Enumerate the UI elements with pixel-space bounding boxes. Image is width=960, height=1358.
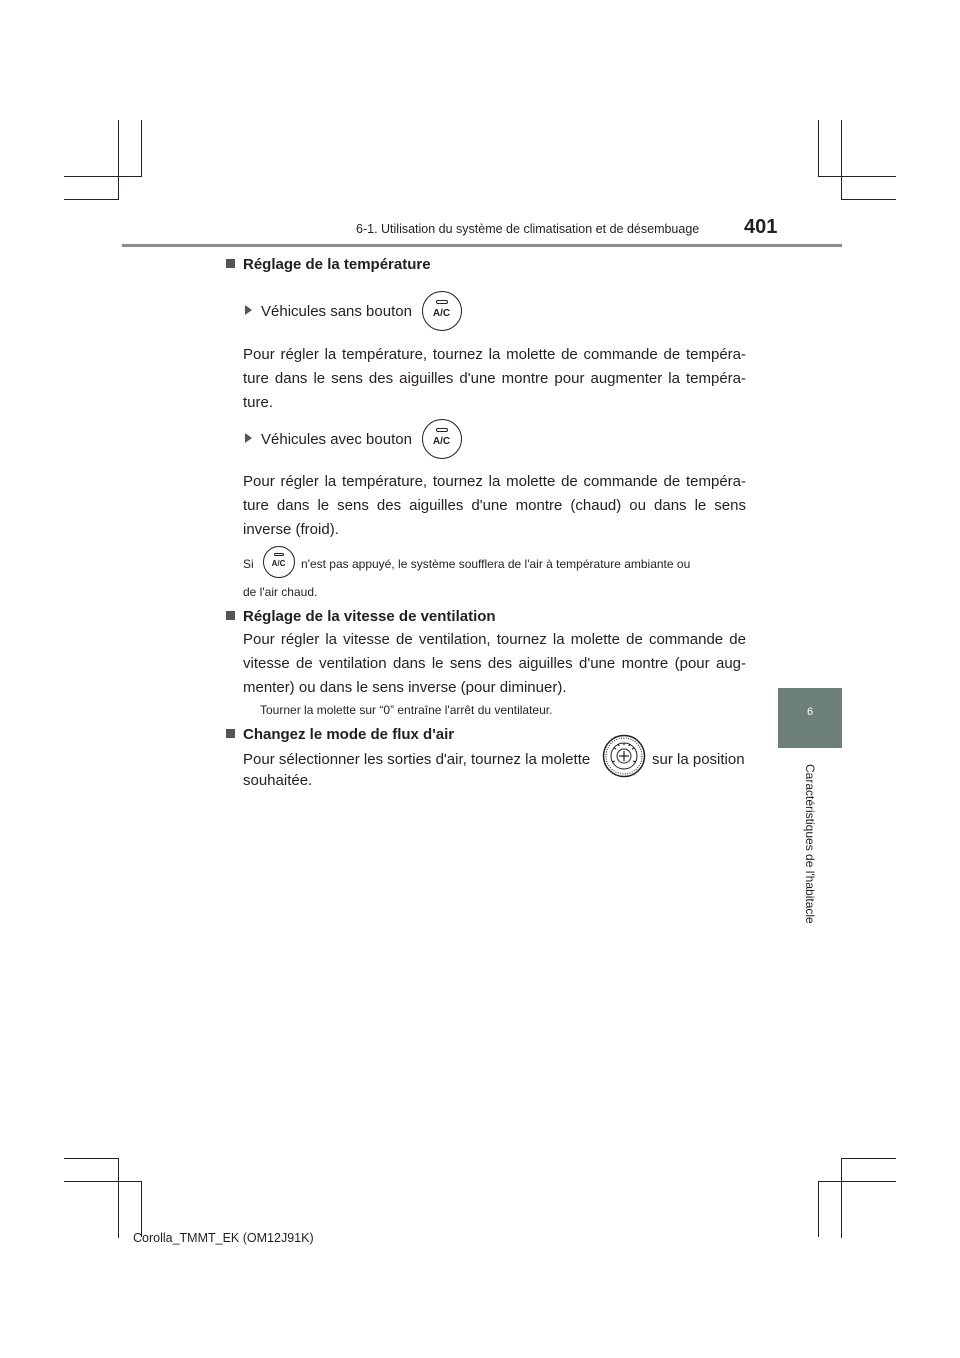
triangle-bullet-icon [245,433,252,443]
note-line: n'est pas appuyé, le système soufflera de l'air à température ambiante ou [301,557,691,571]
chapter-number: 6 [806,706,814,718]
without-ac-paragraph: Pour régler la température, tournez la molette de commande de tempéra-ture dans le sens des aiguilles d'une montre pour augmenter la tempéra-ture. [243,346,746,411]
airflow-text: souhaitée. [243,772,313,789]
note-line: de l'air chaud. [243,585,318,599]
airflow-text: sur la position [652,751,745,768]
ac-button-icon: A/C [422,291,462,331]
square-bullet-icon [226,611,235,620]
square-bullet-icon [226,259,235,268]
crop-mark [841,1158,842,1238]
crop-mark [118,1158,119,1238]
with-ac-paragraph: Pour régler la température, tournez la molette de commande de tempéra-ture dans le sens des aiguilles d'une montre (chaud) ou dans le sens inverse (froid). [243,473,746,538]
crop-mark [141,1181,142,1237]
temperature-heading: Réglage de la température [226,256,431,273]
with-ac-label: Véhicules avec bouton [245,431,412,448]
fan-speed-heading: Réglage de la vitesse de ventilation [226,608,496,625]
square-bullet-icon [226,729,235,738]
fan-speed-paragraph: Pour régler la vitesse de ventilation, tournez la molette de commande de vitesse de ventilation dans le sens des aiguilles d'une montre (pour aug-menter) ou dans le sens inverse (pour diminuer). [243,631,746,696]
chapter-tab [778,688,842,748]
chapter-title-text: Caractéristiques de l'habitacle [803,764,817,924]
airflow-text: Pour sélectionner les sorties d'air, tournez la molette [243,751,591,768]
page-number: 401 [744,216,778,238]
crop-mark [64,1158,119,1159]
crop-mark [818,120,819,176]
crop-mark [118,120,119,200]
section-title: 6-1. Utilisation du système de climatisation et de désembuage [356,222,700,236]
header-rule [122,244,842,247]
crop-mark [841,120,842,200]
airflow-dial-icon [602,734,646,778]
crop-mark [818,1181,896,1182]
crop-mark [841,199,896,200]
airflow-heading: Changez le mode de flux d'air [226,726,454,743]
crop-mark [818,176,896,177]
fan-note: Tourner la molette sur “0” entraîne l'arrêt du ventilateur. [260,703,553,717]
triangle-bullet-icon [245,305,252,315]
note-prefix: Si [243,557,254,571]
crop-mark [141,120,142,176]
crop-mark [64,176,142,177]
crop-mark [64,1181,142,1182]
crop-mark [841,1158,896,1159]
ac-button-icon: A/C [422,419,462,459]
ac-button-icon: A/C [263,546,295,578]
footer-doc-id: Corolla_TMMT_EK (OM12J91K) [133,1231,314,1245]
chapter-title [802,758,818,928]
crop-mark [64,199,119,200]
without-ac-label: Véhicules sans bouton [245,303,412,320]
crop-mark [818,1181,819,1237]
